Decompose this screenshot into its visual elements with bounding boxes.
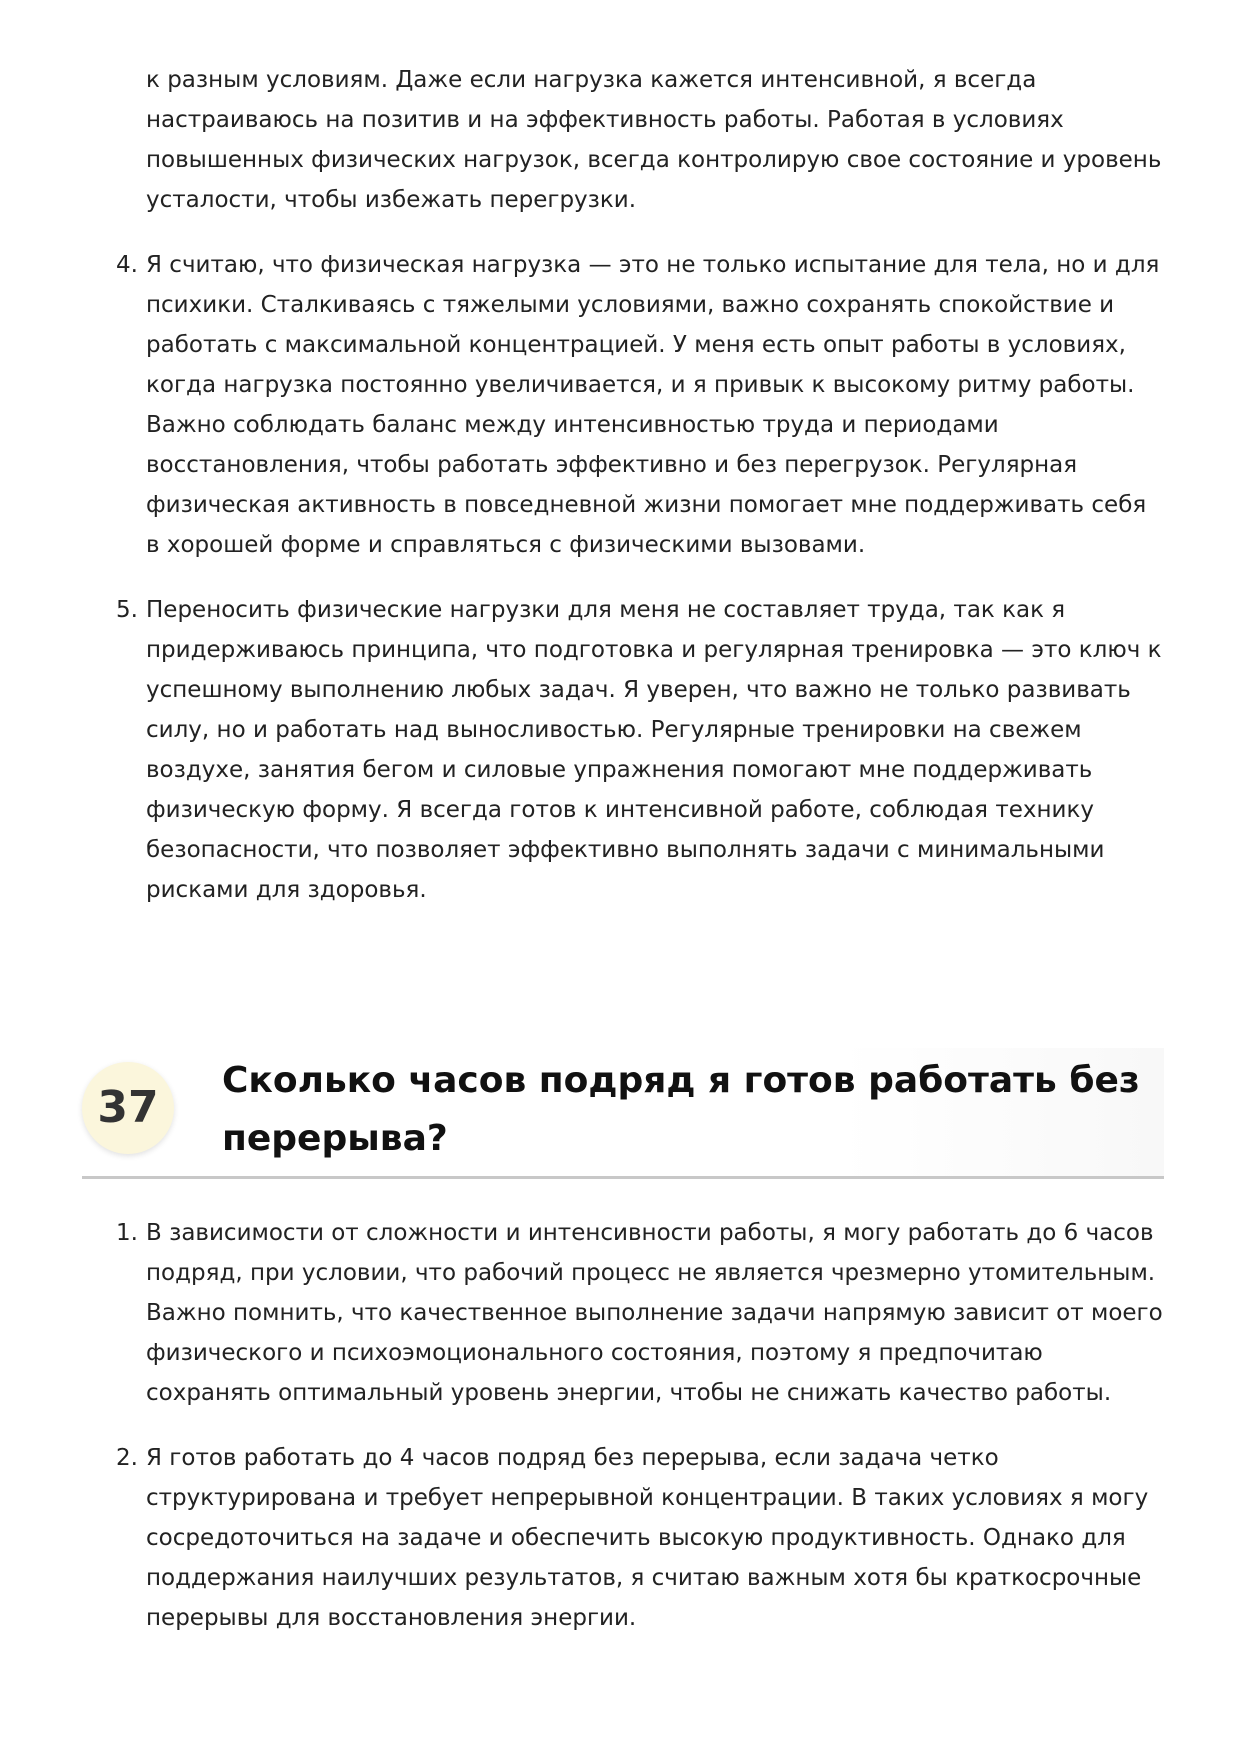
list-item-text: Переносить физические нагрузки для меня не составляет труда, так как я придерживаюсь принципа, что подготовка и регулярная тренировка — это ключ к успешному выполнению любых задач. Я уверен, что важно не только развивать силу, но и работать над выносливостью. Регулярные тренировки на свежем воздухе, занятия бегом и силовые упражнения помогают мне поддерживать физическую форму. Я всегда готов к интенсивной работе, соблюдая технику безопасности, что позволяет эффективно выполнять задачи с минимальными рисками для здоровья.: [146, 597, 1162, 903]
list-item-number: 4.: [116, 252, 138, 278]
list-item-number: 2.: [116, 1445, 138, 1471]
question-number-badge: 37: [82, 1062, 174, 1154]
list-item-number: 5.: [116, 597, 138, 623]
list-item-text: Я считаю, что физическая нагрузка — это не только испытание для тела, но и для психики. Сталкиваясь с тяжелыми условиями, важно сохранять спокойствие и работать с максимальной концентрацией. У меня есть опыт работы в условиях, когда нагрузка постоянно увеличивается, и я привык к высокому ритму работы. Важно соблюдать баланс между интенсивностью труда и периодами восстановления, чтобы работать эффективно и без перегрузок. Регулярная физическая активность в повседневной жизни помогает мне поддерживать себя в хорошей форме и справляться с физическими вызовами.: [146, 252, 1160, 558]
question-title: Сколько часов подряд я готов работать без перерыва?: [222, 1060, 1140, 1159]
list-item-text: В зависимости от сложности и интенсивности работы, я могу работать до 6 часов подряд, при условии, что рабочий процесс не является чрезмерно утомительным. Важно помнить, что качественное выполнение задачи напрямую зависит от моего физического и психоэмоционального состояния, поэтому я предпочитаю сохранять оптимальный уровень энергии, чтобы не снижать качество работы.: [146, 1220, 1163, 1406]
list-item-text: Я готов работать до 4 часов подряд без перерыва, если задача четко структурирована и требует непрерывной концентрации. В таких условиях я могу сосредоточиться на задаче и обеспечить высокую продуктивность. Однако для поддержания наилучших результатов, я считаю важным хотя бы краткосрочные перерывы для восстановления энергии.: [146, 1445, 1149, 1631]
list-item: [116, 245, 1166, 565]
question-header: [82, 1048, 1164, 1179]
list-item: [116, 1438, 1166, 1638]
continued-paragraph: к разным условиям. Даже если нагрузка кажется интенсивной, я всегда настраиваюсь на позитив и на эффективность работы. Работая в условиях повышенных физических нагрузок, всегда контролирую свое состояние и уровень усталости, чтобы избежать перегрузки.: [146, 67, 1162, 213]
list-item: [116, 1213, 1166, 1413]
list-item-number: 1.: [116, 1220, 138, 1246]
list-item: [116, 590, 1166, 910]
